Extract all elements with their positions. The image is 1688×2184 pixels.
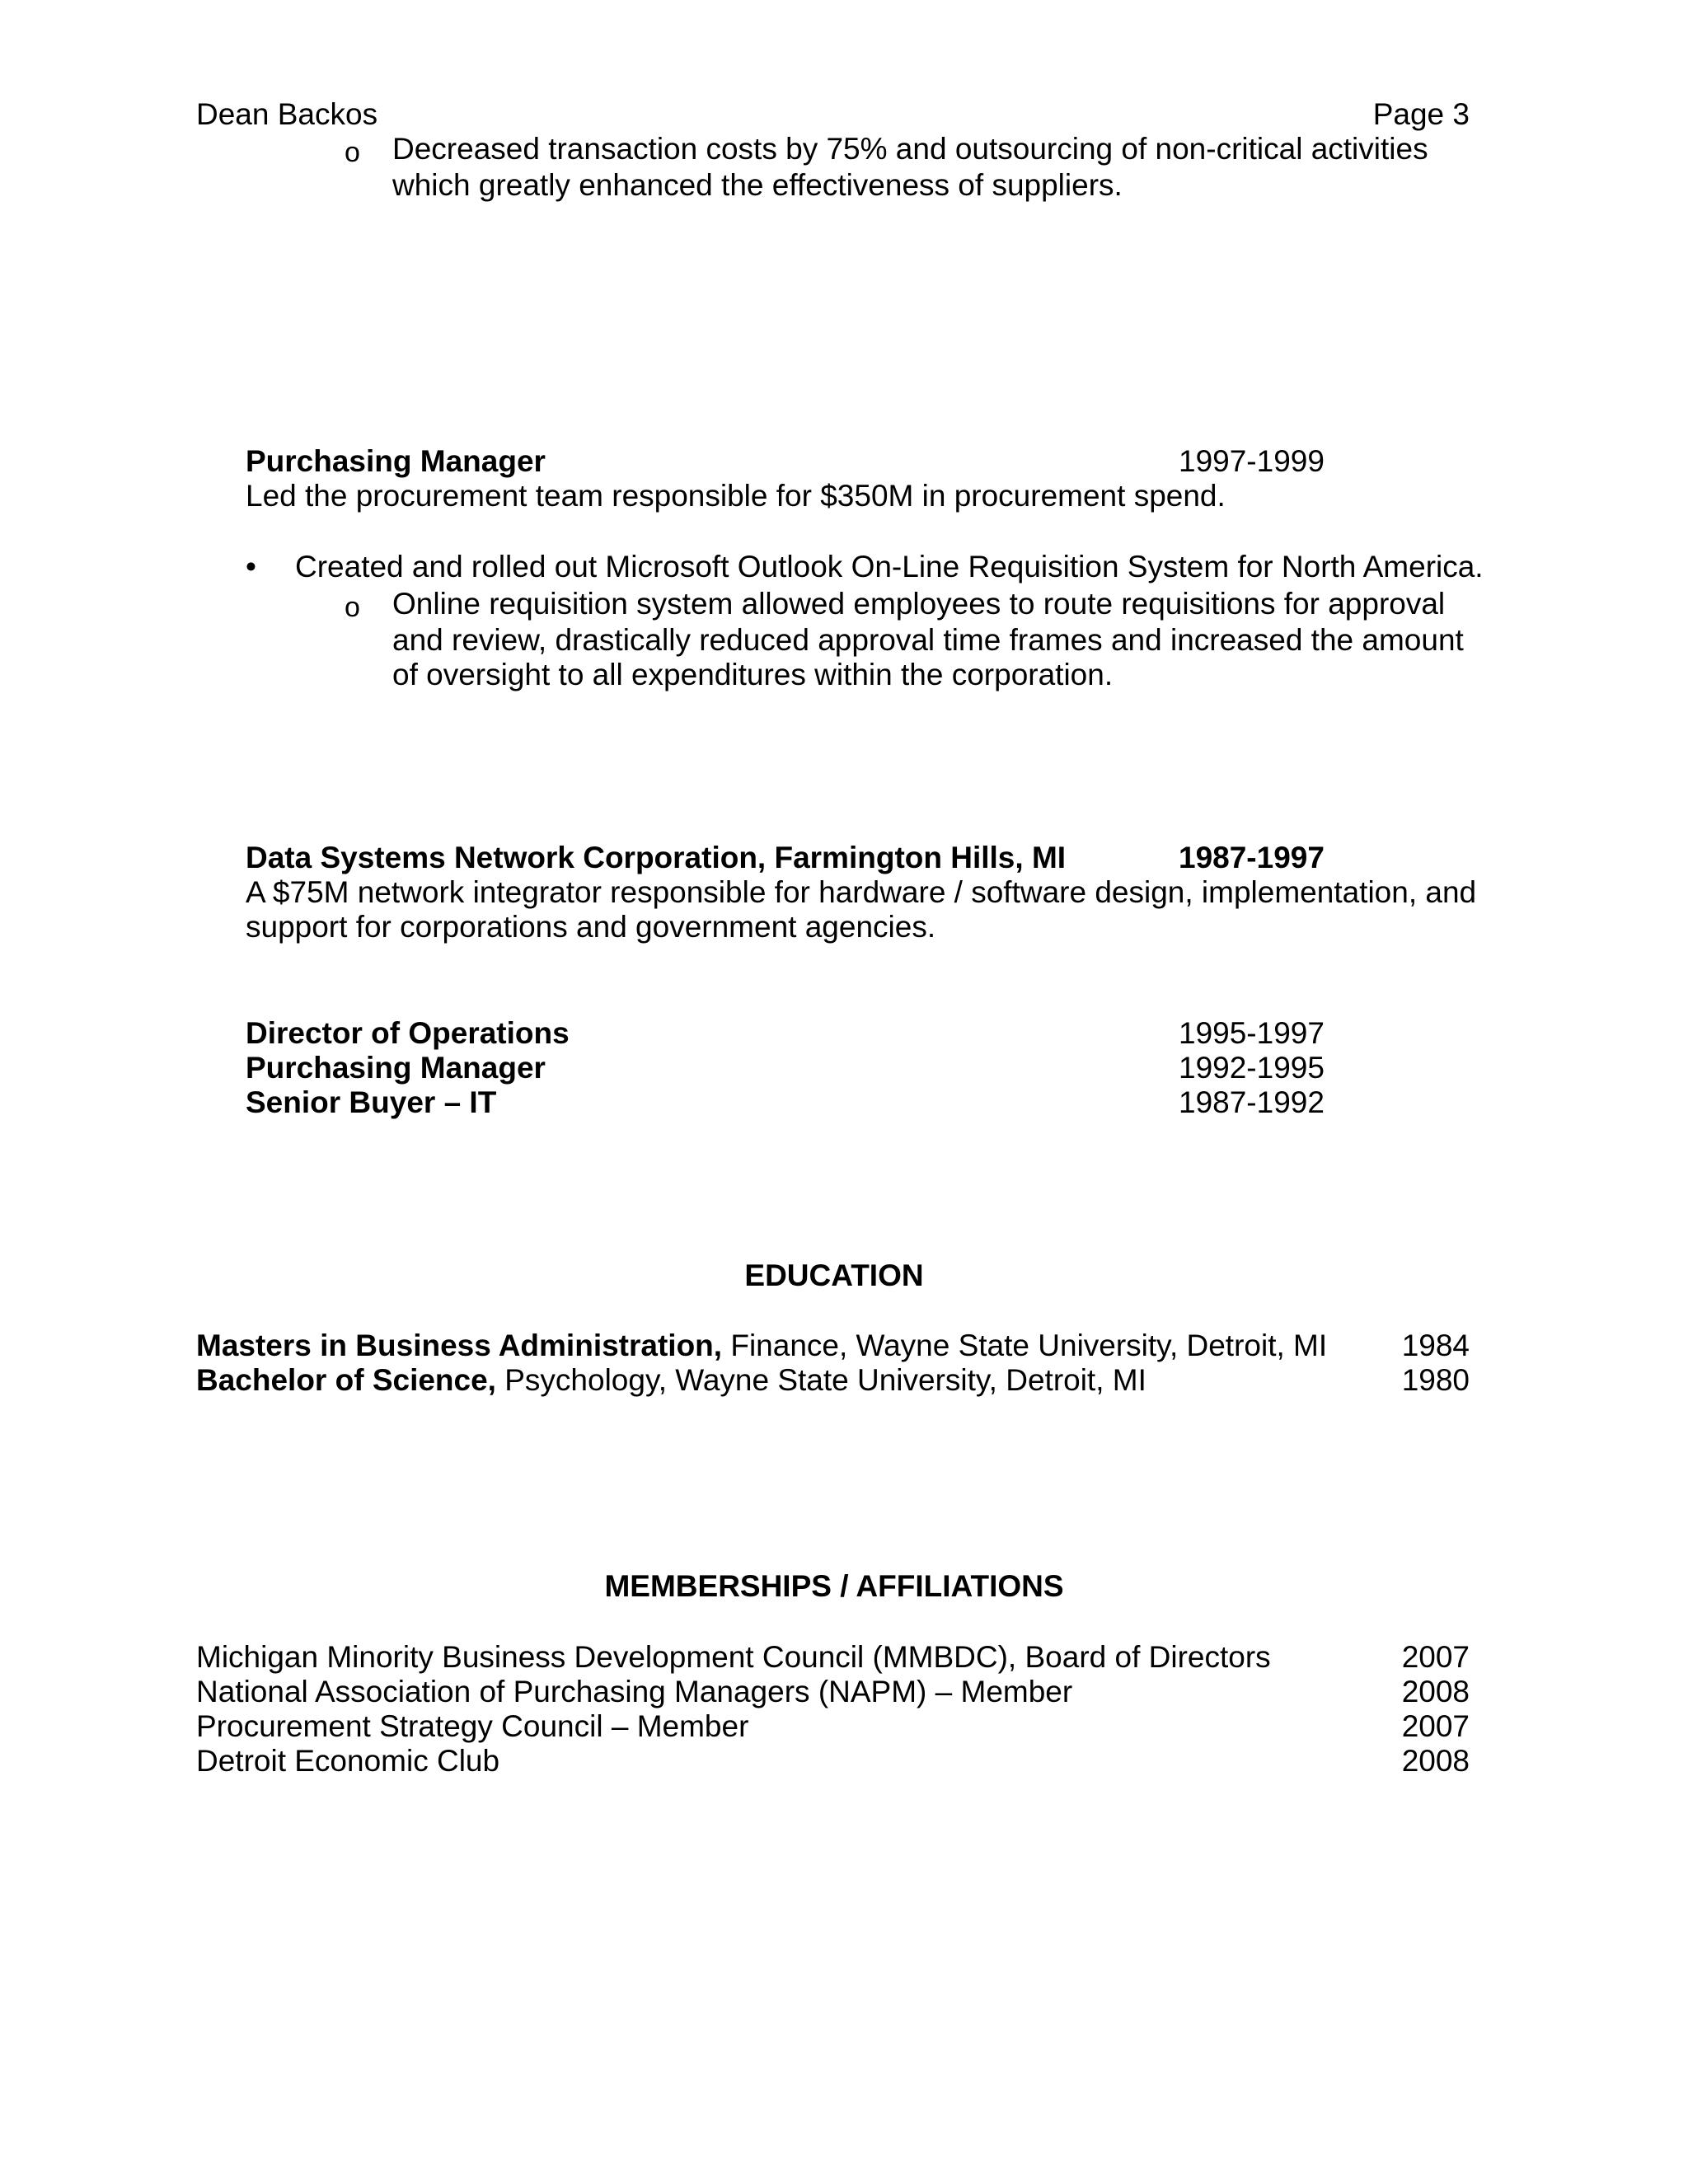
role-years: 1995-1997 (1179, 1016, 1325, 1050)
page-number: Page 3 (1372, 97, 1470, 131)
continued-bullet-line: which greatly enhanced the effectiveness of suppliers. (392, 168, 1123, 202)
membership-name: Michigan Minority Business Development Council (MMBDC), Board of Directors (196, 1640, 1271, 1674)
degree-year: 1984 (1401, 1329, 1470, 1362)
membership-year: 2007 (1401, 1640, 1470, 1674)
bullet-text: Created and rolled out Microsoft Outlook On-Line Requisition System for North America. (295, 550, 1484, 583)
education-item (196, 1329, 1327, 1363)
company-years: 1987-1997 (1179, 841, 1325, 874)
degree-year: 1980 (1401, 1363, 1470, 1397)
sub-bullet-marker: o (345, 137, 360, 168)
degree-name: Bachelor of Science, (196, 1363, 496, 1397)
job-title: Purchasing Manager (246, 444, 546, 478)
job-years: 1997-1999 (1179, 444, 1325, 478)
membership-year: 2008 (1401, 1675, 1470, 1708)
membership-name: Detroit Economic Club (196, 1744, 500, 1778)
role-years: 1987-1992 (1179, 1085, 1325, 1119)
sub-bullet-line: Online requisition system allowed employees to route requisitions for approval (392, 587, 1446, 621)
continued-bullet-line: Decreased transaction costs by 75% and outsourcing of non-critical activities (392, 132, 1428, 166)
bullet-marker: • (246, 550, 256, 583)
membership-name: Procurement Strategy Council – Member (196, 1709, 749, 1743)
role-title: Senior Buyer – IT (246, 1085, 497, 1119)
header-name: Dean Backos (196, 97, 378, 131)
degree-name: Masters in Business Administration, (196, 1329, 723, 1362)
education-item (196, 1363, 1146, 1398)
degree-detail: Psychology, Wayne State University, Detroit, MI (495, 1363, 1146, 1397)
role-years: 1992-1995 (1179, 1051, 1325, 1085)
education-heading: EDUCATION (744, 1258, 924, 1292)
degree-detail: Finance, Wayne State University, Detroit, MI (722, 1329, 1328, 1362)
company-description: support for corporations and government agencies. (246, 910, 936, 944)
sub-bullet-marker: o (345, 592, 360, 623)
sub-bullet-line: of oversight to all expenditures within the corporation. (392, 658, 1114, 691)
membership-year: 2007 (1401, 1709, 1470, 1743)
role-title: Purchasing Manager (246, 1051, 546, 1085)
company-description: A $75M network integrator responsible for hardware / software design, implementation, and (246, 875, 1477, 909)
memberships-heading: MEMBERSHIPS / AFFILIATIONS (604, 1569, 1064, 1603)
membership-year: 2008 (1401, 1744, 1470, 1778)
membership-name: National Association of Purchasing Managers (NAPM) – Member (196, 1675, 1073, 1708)
company-name: Data Systems Network Corporation, Farmington Hills, MI (246, 841, 1067, 874)
role-title: Director of Operations (246, 1016, 570, 1050)
sub-bullet-line: and review, drastically reduced approval time frames and increased the amount (392, 623, 1464, 657)
job-summary: Led the procurement team responsible for $350M in procurement spend. (246, 479, 1226, 513)
